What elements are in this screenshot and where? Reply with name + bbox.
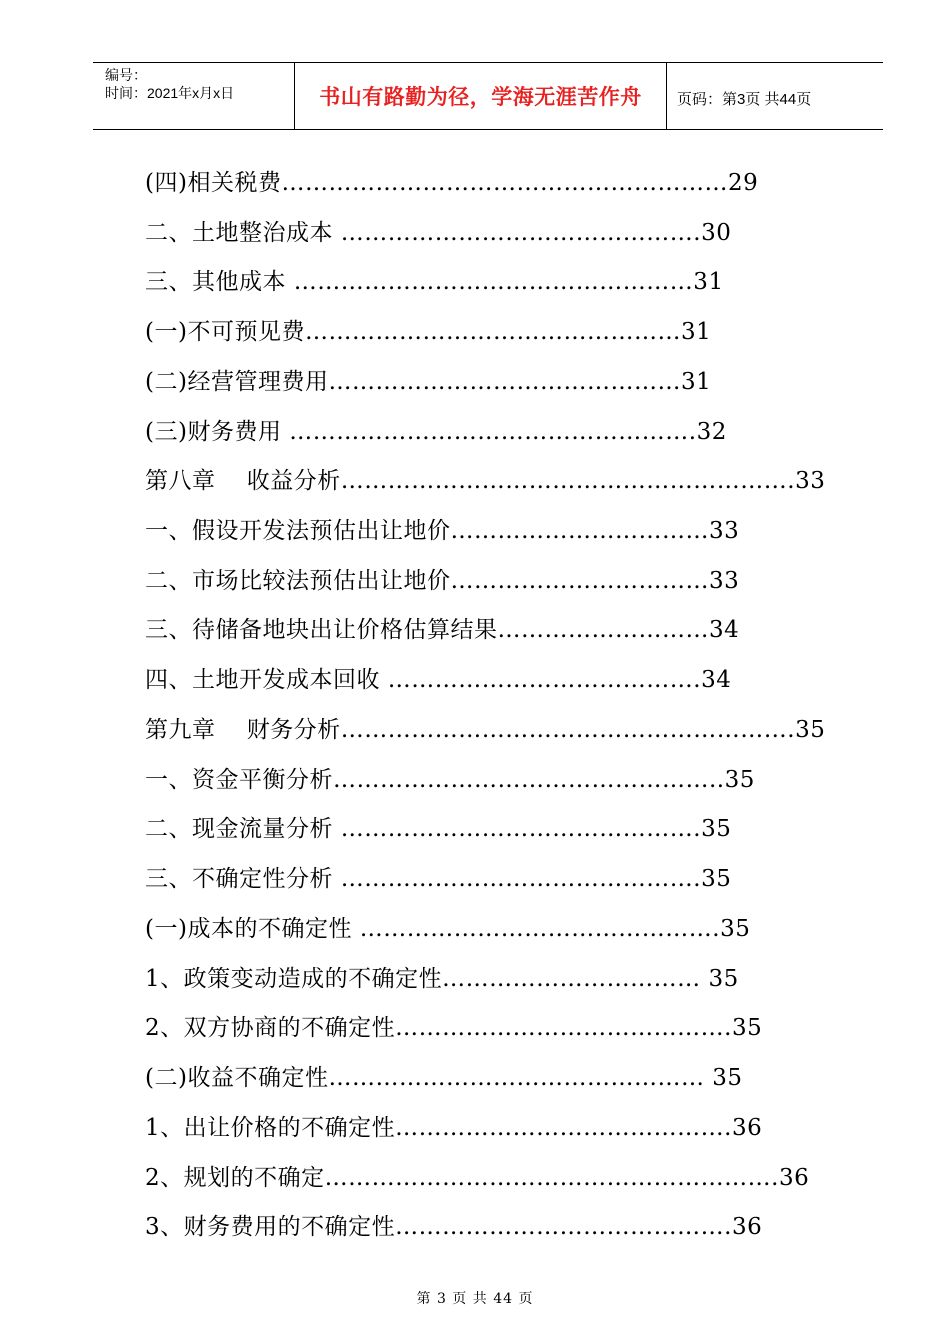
header-motto-cell	[295, 63, 667, 129]
toc-entry: 一、资金平衡分析…………………………………………..35	[145, 767, 755, 793]
toc-entry: 2、规划的不确定………………………………………………….36	[145, 1165, 810, 1191]
toc-entry: (三)财务费用 …………………………………………….32	[145, 419, 727, 445]
header-meta	[93, 63, 295, 129]
page-header	[93, 62, 883, 130]
toc-entry: 3、财务费用的不确定性…………………………………….36	[145, 1214, 763, 1240]
toc-entry: 二、土地整治成本 ……………………………………….30	[145, 220, 732, 246]
toc-chapter-entry: 第九章 财务分析………………………………………………….35	[145, 717, 826, 743]
serial-number-label: 编号：	[105, 67, 147, 83]
toc-entry: (二)收益不确定性………………………………………… 35	[145, 1065, 743, 1091]
toc-entry: 2、双方协商的不确定性…………………………………….35	[145, 1015, 763, 1041]
time-label: 时间：2021年x月x日	[105, 85, 235, 101]
toc-entry: 1、出让价格的不确定性…………………………………….36	[145, 1115, 763, 1141]
toc-entry: 二、现金流量分析 ……………………………………….35	[145, 816, 732, 842]
toc-entry: (一)不可预见费…………………………………………31	[145, 319, 712, 345]
toc-entry: 一、假设开发法预估出让地价……………………………33	[145, 518, 740, 544]
toc-entry: 三、待储备地块出让价格估算结果………………………34	[145, 617, 740, 643]
toc-entry: 1、政策变动造成的不确定性…………………………… 35	[145, 966, 739, 992]
toc-entry: (一)成本的不确定性 ……………………………………….35	[145, 916, 751, 942]
page-info: 页码：第3页 共44页	[677, 91, 812, 108]
page-footer: 第 3 页 共 44 页	[416, 1291, 534, 1307]
toc-entry: 四、土地开发成本回收 ………………………………….34	[145, 667, 732, 693]
toc-entry: (四)相关税费…………………………………………………29	[145, 170, 759, 196]
toc-entry: 三、其他成本 ……………………………………………31	[145, 269, 724, 295]
toc-entry: (二)经营管理费用………………………………………31	[145, 369, 712, 395]
toc-chapter-entry: 第八章 收益分析………………………………………………….33	[145, 468, 826, 494]
motto-text: 书山有路勤为径，学海无涯苦作舟	[319, 85, 642, 109]
toc-entry: 三、不确定性分析 ……………………………………….35	[145, 866, 732, 892]
toc-entry: 二、市场比较法预估出让地价……………………………33	[145, 568, 740, 594]
header-page-cell	[667, 63, 883, 129]
